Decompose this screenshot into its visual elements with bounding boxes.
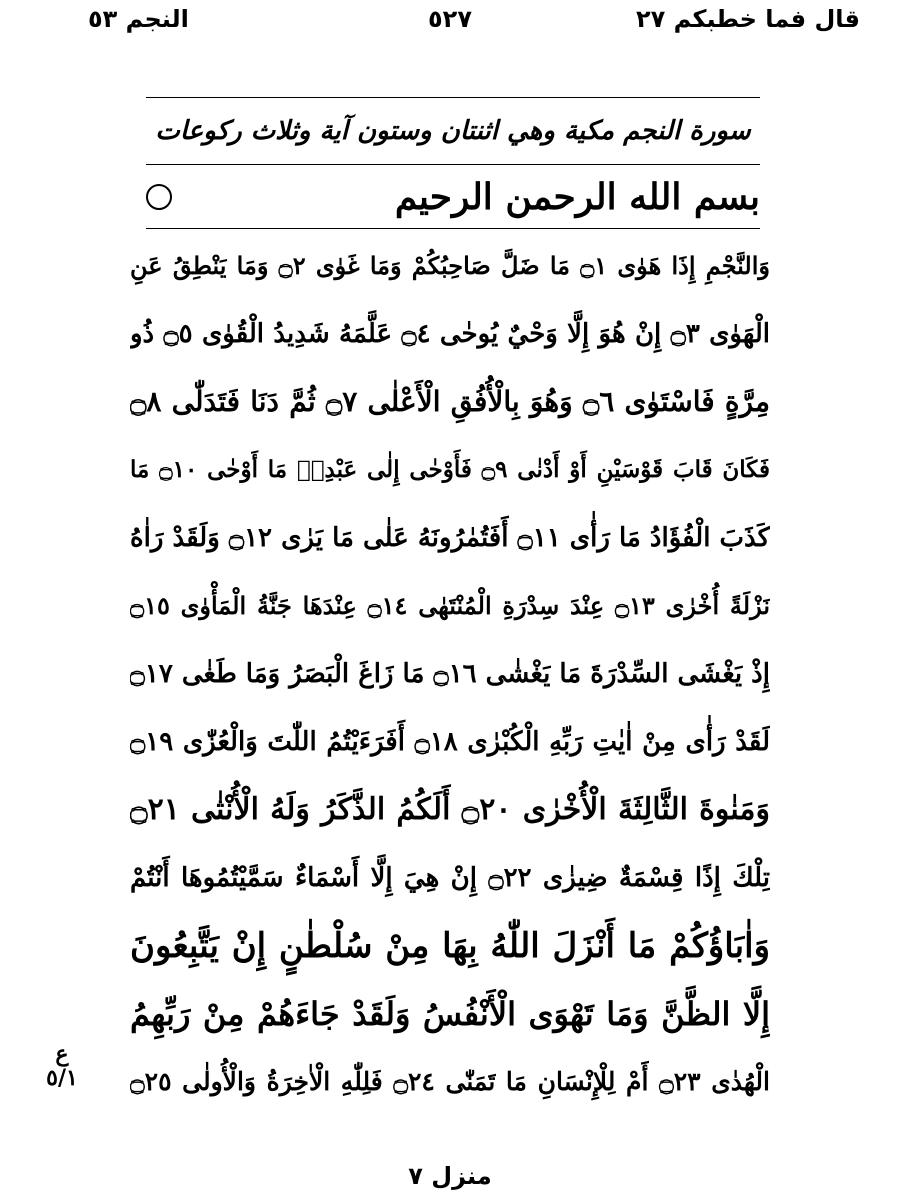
text-line-content: الْهُدٰى ۝٢٣ أَمْ لِلْإِنْسَانِ مَا تَمَنّٰى ۝٢٤ فَلِلّٰهِ الْاٰخِرَةُ وَالْأُولٰى ۝٢٥: [130, 1067, 770, 1096]
text-line-content: وَالنَّجْمِ إِذَا هَوٰى ۝١ مَا ضَلَّ صَاحِبُكُمْ وَمَا غَوٰى ۝٢ وَمَا يَنْطِقُ عَنِ: [130, 251, 770, 280]
text-line-content: مِرَّةٍ فَاسْتَوٰى ۝٦ وَهُوَ بِالْأُفُقِ الْأَعْلٰى ۝٧ ثُمَّ دَنَا فَتَدَلّٰى ۝٨: [130, 385, 770, 418]
text-line: [130, 640, 770, 708]
text-line-content: نَزْلَةً أُخْرٰى ۝١٣ عِنْدَ سِدْرَةِ الْمُنْتَهٰى ۝١٤ عِنْدَهَا جَنَّةُ الْمَأْوٰى ۝١٥: [130, 591, 770, 620]
text-line-content: وَاٰبَاؤُكُمْ مَا أَنْزَلَ اللّٰهُ بِهَا مِنْ سُلْطٰنٍ إِنْ يَتَّبِعُونَ: [130, 926, 770, 966]
header-juz-name: قال فما خطبكم ٢٧: [636, 5, 860, 33]
text-line: [130, 504, 770, 572]
text-line: [130, 232, 770, 300]
text-line: [130, 844, 770, 912]
surah-header: [146, 97, 760, 165]
text-line: [130, 572, 770, 640]
text-line: [130, 300, 770, 368]
bismillah: بسم الله الرحمن الرحيم: [394, 176, 760, 218]
bismillah-row: [146, 166, 760, 229]
text-line: [130, 776, 770, 844]
text-line: [130, 436, 770, 504]
text-line: [130, 912, 770, 980]
text-line: [130, 1048, 770, 1116]
text-line-content: إِلَّا الظَّنَّ وَمَا تَهْوَى الْأَنْفُسُ وَلَقَدْ جَاءَهُمْ مِنْ رَبِّهِمُ: [130, 995, 770, 1033]
page-number: ٥٢٧: [428, 5, 472, 33]
ruku-marker: ع ٥/١: [46, 1041, 78, 1091]
manzil-footer: منزل ٧: [408, 1162, 492, 1190]
text-line: [130, 368, 770, 436]
text-line: [130, 708, 770, 776]
text-line-content: لَقَدْ رَأٰى مِنْ اٰيٰتِ رَبِّهِ الْكُبْرٰى ۝١٨ أَفَرَءَيْتُمُ اللّٰتَ وَالْعُزّٰى ۝١٩: [130, 727, 770, 757]
text-line-content: تِلْكَ إِذًا قِسْمَةٌ ضِيزٰى ۝٢٢ إِنْ هِيَ إِلَّا أَسْمَاءٌ سَمَّيْتُمُوهَا أَنْتُمْ: [130, 863, 770, 893]
text-line-content: كَذَبَ الْفُؤَادُ مَا رَأٰى ۝١١ أَفَتُمٰرُونَهُ عَلٰى مَا يَرٰى ۝١٢ وَلَقَدْ رَاٰهُ: [130, 523, 770, 553]
surah-header-calligraphy: سورة النجم مكية وهي اثنتان وستون آية وثلاث ركوعات: [155, 116, 751, 146]
header-surah-name: النجم ٥٣: [88, 5, 189, 33]
text-line-content: فَكَانَ قَابَ قَوْسَيْنِ أَوْ أَدْنٰى ۝٩ فَأَوْحٰى إِلٰى عَبْدِهٖ مَا أَوْحٰى ۝١٠ مَا: [130, 456, 770, 483]
circle-ornament-icon: [146, 184, 172, 210]
text-line: [130, 980, 770, 1048]
verse-text-block: [130, 232, 770, 1116]
text-line-content: وَمَنٰوةَ الثَّالِثَةَ الْأُخْرٰى ۝٢٠ أَلَكُمُ الذَّكَرُ وَلَهُ الْأُنْثٰى ۝٢١: [130, 792, 770, 827]
text-line-content: الْهَوٰى ۝٣ إِنْ هُوَ إِلَّا وَحْيٌ يُوحٰى ۝٤ عَلَّمَهُ شَدِيدُ الْقُوٰى ۝٥ ذُو: [130, 319, 770, 349]
text-line-content: إِذْ يَغْشَى السِّدْرَةَ مَا يَغْشٰى ۝١٦ مَا زَاغَ الْبَصَرُ وَمَا طَغٰى ۝١٧: [130, 659, 770, 689]
